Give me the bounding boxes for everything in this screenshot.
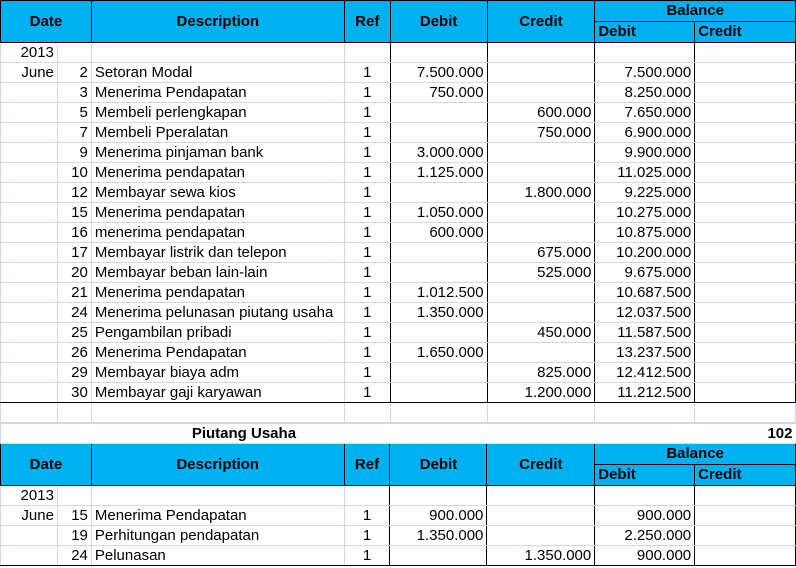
- credit-cell[interactable]: 450.000: [487, 323, 595, 343]
- day-cell[interactable]: 24: [57, 303, 91, 323]
- ref-cell[interactable]: 1: [344, 363, 390, 383]
- table-row: [1, 63, 796, 83]
- credit-cell[interactable]: [487, 203, 595, 223]
- day-cell[interactable]: 30: [57, 383, 91, 403]
- balance-debit-cell[interactable]: 12.037.500: [595, 303, 695, 323]
- description-cell[interactable]: Membayar biaya adm: [91, 363, 344, 383]
- day-cell[interactable]: 24: [57, 546, 91, 566]
- balance-debit-cell[interactable]: 11.212.500: [595, 383, 695, 403]
- balance-debit-cell[interactable]: 900.000: [595, 506, 695, 526]
- table-row: [1, 163, 796, 183]
- balance-debit-cell[interactable]: 6.900.000: [595, 123, 695, 143]
- balance-debit-cell[interactable]: 7.500.000: [595, 63, 695, 83]
- credit-cell[interactable]: 600.000: [487, 103, 595, 123]
- day-cell[interactable]: 9: [57, 143, 91, 163]
- header-balance-credit: Credit: [695, 465, 796, 486]
- balance-credit-cell[interactable]: [695, 263, 796, 283]
- description-cell[interactable]: Menerima Pendapatan: [91, 506, 344, 526]
- table-row: [1, 203, 796, 223]
- month-cell[interactable]: [1, 183, 58, 203]
- header-balance-debit: Debit: [595, 465, 695, 486]
- balance-credit-cell[interactable]: [695, 223, 796, 243]
- day-cell[interactable]: 10: [57, 163, 91, 183]
- description-cell[interactable]: Setoran Modal: [91, 63, 344, 83]
- day-cell[interactable]: 29: [57, 363, 91, 383]
- table-row: [1, 343, 796, 363]
- month-cell: June: [1, 506, 58, 526]
- balance-debit-cell[interactable]: [595, 486, 695, 506]
- balance-debit-cell[interactable]: 13.237.500: [595, 343, 695, 363]
- description-cell[interactable]: Membayar sewa kios: [91, 183, 344, 203]
- header-balance-credit: Credit: [695, 22, 796, 43]
- year-cell: 2013: [1, 486, 58, 506]
- header-ref: Ref: [344, 444, 390, 486]
- ref-cell[interactable]: 1: [344, 83, 390, 103]
- month-cell[interactable]: [1, 323, 58, 343]
- ledger-1-header: [1, 1, 796, 43]
- month-cell[interactable]: [1, 526, 58, 546]
- credit-cell[interactable]: 1.350.000: [487, 546, 595, 566]
- table-row: [1, 43, 796, 63]
- day-cell[interactable]: 15: [57, 506, 91, 526]
- table-row: [1, 486, 796, 506]
- credit-cell[interactable]: [487, 283, 595, 303]
- credit-cell[interactable]: [487, 486, 595, 506]
- month-cell[interactable]: [1, 546, 58, 566]
- table-row: [1, 183, 796, 203]
- month-cell[interactable]: [1, 343, 58, 363]
- header-balance: Balance: [595, 1, 796, 22]
- balance-credit-cell[interactable]: [695, 43, 796, 63]
- debit-cell[interactable]: 750.000: [390, 83, 487, 103]
- description-cell[interactable]: Menerima Pendapatan: [91, 343, 344, 363]
- balance-credit-cell[interactable]: [695, 303, 796, 323]
- header-debit: Debit: [390, 1, 487, 43]
- balance-credit-cell[interactable]: [695, 163, 796, 183]
- balance-debit-cell[interactable]: 9.900.000: [595, 143, 695, 163]
- description-cell[interactable]: Perhitungan pendapatan: [91, 526, 344, 546]
- debit-cell[interactable]: 1.650.000: [390, 343, 487, 363]
- table-row: [1, 223, 796, 243]
- blank-row: [1, 403, 796, 423]
- description-cell[interactable]: [91, 486, 344, 506]
- account-number: 102: [595, 424, 796, 444]
- day-cell[interactable]: 3: [57, 83, 91, 103]
- balance-debit-cell[interactable]: [595, 43, 695, 63]
- balance-credit-cell[interactable]: [695, 363, 796, 383]
- header-debit: Debit: [390, 444, 487, 486]
- description-cell[interactable]: Membeli Pperalatan: [91, 123, 344, 143]
- day-cell[interactable]: 19: [57, 526, 91, 546]
- balance-credit-cell[interactable]: [695, 123, 796, 143]
- debit-cell[interactable]: [390, 123, 487, 143]
- debit-cell[interactable]: 3.000.000: [390, 143, 487, 163]
- credit-cell[interactable]: [487, 43, 595, 63]
- ref-cell[interactable]: 1: [344, 143, 390, 163]
- balance-credit-cell[interactable]: [695, 143, 796, 163]
- table-row: [1, 363, 796, 383]
- ledger-2-body: [1, 486, 796, 566]
- description-cell[interactable]: Membayar beban lain-lain: [91, 263, 344, 283]
- debit-cell[interactable]: [390, 243, 487, 263]
- debit-cell[interactable]: [390, 183, 487, 203]
- header-description: Description: [91, 1, 344, 43]
- table-row: [1, 243, 796, 263]
- month-cell[interactable]: [1, 223, 58, 243]
- debit-cell[interactable]: 1.012.500: [390, 283, 487, 303]
- ref-cell[interactable]: [344, 486, 390, 506]
- debit-cell[interactable]: [390, 486, 487, 506]
- balance-credit-cell[interactable]: [695, 546, 796, 566]
- debit-cell[interactable]: 600.000: [390, 223, 487, 243]
- credit-cell[interactable]: 1.200.000: [487, 383, 595, 403]
- credit-cell[interactable]: 1.800.000: [487, 183, 595, 203]
- balance-credit-cell[interactable]: [695, 323, 796, 343]
- table-row: [1, 526, 796, 546]
- ref-cell[interactable]: 1: [344, 283, 390, 303]
- balance-debit-cell[interactable]: 10.687.500: [595, 283, 695, 303]
- month-cell[interactable]: [1, 303, 58, 323]
- day-cell[interactable]: 21: [57, 283, 91, 303]
- debit-cell[interactable]: 1.350.000: [390, 526, 487, 546]
- ref-cell[interactable]: [344, 43, 390, 63]
- ref-cell[interactable]: 1: [344, 383, 390, 403]
- balance-debit-cell[interactable]: 9.225.000: [595, 183, 695, 203]
- day-cell[interactable]: 7: [57, 123, 91, 143]
- ref-cell[interactable]: 1: [344, 263, 390, 283]
- balance-debit-cell[interactable]: 10.875.000: [595, 223, 695, 243]
- day-cell[interactable]: 25: [57, 323, 91, 343]
- balance-credit-cell[interactable]: [695, 83, 796, 103]
- day-cell[interactable]: 12: [57, 183, 91, 203]
- ref-cell[interactable]: 1: [344, 343, 390, 363]
- debit-cell[interactable]: [390, 383, 487, 403]
- ref-cell[interactable]: 1: [344, 546, 390, 566]
- ref-cell[interactable]: 1: [344, 123, 390, 143]
- table-row: [1, 143, 796, 163]
- description-cell[interactable]: menerima pendapatan: [91, 223, 344, 243]
- table-row: [1, 263, 796, 283]
- debit-cell[interactable]: [390, 323, 487, 343]
- ref-cell[interactable]: 1: [344, 183, 390, 203]
- credit-cell[interactable]: [487, 143, 595, 163]
- table-row: [1, 546, 796, 566]
- balance-credit-cell[interactable]: [695, 63, 796, 83]
- ref-cell[interactable]: 1: [344, 243, 390, 263]
- description-cell[interactable]: Menerima pendapatan: [91, 283, 344, 303]
- credit-cell[interactable]: [487, 63, 595, 83]
- description-cell[interactable]: Membeli perlengkapan: [91, 103, 344, 123]
- debit-cell[interactable]: 1.350.000: [390, 303, 487, 323]
- description-cell[interactable]: [91, 43, 344, 63]
- day-cell[interactable]: 5: [57, 103, 91, 123]
- table-row: [1, 123, 796, 143]
- description-cell[interactable]: Pelunasan: [91, 546, 344, 566]
- credit-cell[interactable]: [487, 526, 595, 546]
- debit-cell[interactable]: [390, 363, 487, 383]
- debit-cell[interactable]: [390, 103, 487, 123]
- ref-cell[interactable]: 1: [344, 103, 390, 123]
- day-cell[interactable]: 17: [57, 243, 91, 263]
- month-cell[interactable]: [1, 363, 58, 383]
- credit-cell[interactable]: [487, 343, 595, 363]
- balance-credit-cell[interactable]: [695, 283, 796, 303]
- day-cell[interactable]: 2: [57, 63, 91, 83]
- credit-cell[interactable]: [487, 303, 595, 323]
- credit-cell[interactable]: 750.000: [487, 123, 595, 143]
- balance-credit-cell[interactable]: [695, 183, 796, 203]
- table-row: [1, 83, 796, 103]
- header-description: Description: [91, 444, 344, 486]
- credit-cell[interactable]: [487, 506, 595, 526]
- debit-cell[interactable]: [390, 43, 487, 63]
- description-cell[interactable]: Menerima pinjaman bank: [91, 143, 344, 163]
- balance-debit-cell[interactable]: 11.025.000: [595, 163, 695, 183]
- ref-cell[interactable]: 1: [344, 323, 390, 343]
- debit-cell[interactable]: 1.050.000: [390, 203, 487, 223]
- balance-credit-cell[interactable]: [695, 103, 796, 123]
- day-cell[interactable]: 16: [57, 223, 91, 243]
- day-cell[interactable]: [57, 486, 91, 506]
- ref-cell[interactable]: 1: [344, 63, 390, 83]
- table-row: [1, 506, 796, 526]
- balance-credit-cell[interactable]: [695, 343, 796, 363]
- month-cell: June: [1, 63, 58, 83]
- account-name: Piutang Usaha: [1, 424, 487, 444]
- day-cell[interactable]: 20: [57, 263, 91, 283]
- ref-cell[interactable]: 1: [344, 506, 390, 526]
- balance-debit-cell[interactable]: 900.000: [595, 546, 695, 566]
- balance-debit-cell[interactable]: 8.250.000: [595, 83, 695, 103]
- balance-debit-cell[interactable]: 10.275.000: [595, 203, 695, 223]
- month-cell[interactable]: [1, 243, 58, 263]
- description-cell[interactable]: Menerima pendapatan: [91, 203, 344, 223]
- header-date: Date: [1, 444, 92, 486]
- description-cell[interactable]: Menerima Pendapatan: [91, 83, 344, 103]
- month-cell[interactable]: [1, 283, 58, 303]
- month-cell[interactable]: [1, 83, 58, 103]
- debit-cell[interactable]: 7.500.000: [390, 63, 487, 83]
- balance-debit-cell[interactable]: 10.200.000: [595, 243, 695, 263]
- debit-cell[interactable]: 1.125.000: [390, 163, 487, 183]
- debit-cell[interactable]: [390, 546, 487, 566]
- month-cell[interactable]: [1, 263, 58, 283]
- balance-credit-cell[interactable]: [695, 243, 796, 263]
- table-row: [1, 303, 796, 323]
- ref-cell[interactable]: 1: [344, 526, 390, 546]
- balance-credit-cell[interactable]: [695, 203, 796, 223]
- header-balance-debit: Debit: [595, 22, 695, 43]
- description-cell[interactable]: Menerima pendapatan: [91, 163, 344, 183]
- balance-debit-cell[interactable]: 2.250.000: [595, 526, 695, 546]
- ref-cell[interactable]: 1: [344, 203, 390, 223]
- table-row: [1, 323, 796, 343]
- balance-credit-cell[interactable]: [695, 486, 796, 506]
- debit-cell[interactable]: [390, 263, 487, 283]
- day-cell[interactable]: [57, 43, 91, 63]
- header-date: Date: [1, 1, 92, 43]
- month-cell[interactable]: [1, 103, 58, 123]
- credit-cell[interactable]: 825.000: [487, 363, 595, 383]
- balance-credit-cell[interactable]: [695, 526, 796, 546]
- debit-cell[interactable]: 900.000: [390, 506, 487, 526]
- balance-debit-cell[interactable]: 11.587.500: [595, 323, 695, 343]
- description-cell[interactable]: Membayar listrik dan telepon: [91, 243, 344, 263]
- table-row: [1, 283, 796, 303]
- ref-cell[interactable]: 1: [344, 163, 390, 183]
- day-cell[interactable]: 26: [57, 343, 91, 363]
- balance-credit-cell[interactable]: [695, 383, 796, 403]
- header-credit: Credit: [487, 444, 595, 486]
- ref-cell[interactable]: 1: [344, 303, 390, 323]
- month-cell[interactable]: [1, 143, 58, 163]
- credit-cell[interactable]: [487, 83, 595, 103]
- description-cell[interactable]: Menerima pelunasan piutang usaha: [91, 303, 344, 323]
- balance-credit-cell[interactable]: [695, 506, 796, 526]
- month-cell[interactable]: [1, 203, 58, 223]
- description-cell[interactable]: Membayar gaji karyawan: [91, 383, 344, 403]
- ledger-2-header: [1, 444, 796, 486]
- header-credit: Credit: [487, 1, 595, 43]
- month-cell[interactable]: [1, 123, 58, 143]
- month-cell[interactable]: [1, 383, 58, 403]
- year-cell: 2013: [1, 43, 58, 63]
- day-cell[interactable]: 15: [57, 203, 91, 223]
- header-balance: Balance: [595, 444, 796, 465]
- credit-cell[interactable]: [487, 163, 595, 183]
- balance-debit-cell[interactable]: 12.412.500: [595, 363, 695, 383]
- description-cell[interactable]: Pengambilan pribadi: [91, 323, 344, 343]
- ledger-table-2: [0, 423, 796, 566]
- credit-cell[interactable]: 675.000: [487, 243, 595, 263]
- credit-cell[interactable]: [487, 223, 595, 243]
- balance-debit-cell[interactable]: 9.675.000: [595, 263, 695, 283]
- header-ref: Ref: [344, 1, 390, 43]
- table-row: [1, 103, 796, 123]
- month-cell[interactable]: [1, 163, 58, 183]
- ref-cell[interactable]: 1: [344, 223, 390, 243]
- table-row: [1, 383, 796, 403]
- balance-debit-cell[interactable]: 7.650.000: [595, 103, 695, 123]
- credit-cell[interactable]: 525.000: [487, 263, 595, 283]
- ledger-1-body: [1, 43, 796, 423]
